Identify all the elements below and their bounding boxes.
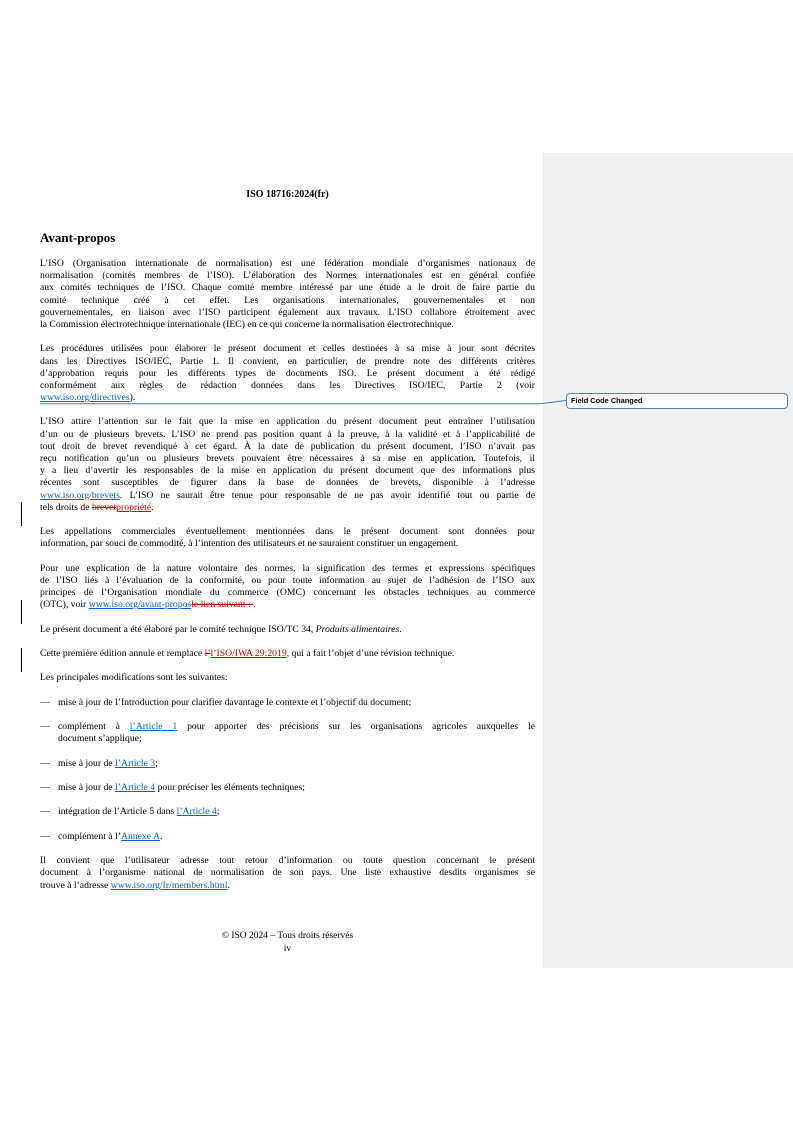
list-item-line (58, 806, 535, 818)
paragraph-line: aux comités techniques de l’ISO. Chaque comité membre intéressé par une étude a le droit de faire partie du (40, 282, 535, 294)
list-item-line (58, 721, 535, 733)
inserted-text: l’ISO/IWA 29:2019 (210, 648, 287, 659)
committee-title: Produits alimentaires (315, 623, 400, 635)
list-item (40, 721, 535, 745)
paragraph-line: la Commission électrotechnique internationale (IEC) en ce qui concerne la normalisation électrotechnique. (40, 318, 454, 330)
paragraph-feedback (40, 855, 535, 892)
text-segment: (OTC), voir (40, 599, 89, 611)
deleted-text: le lien suivant : (191, 599, 254, 611)
list-item-line: mise à jour de l’Introduction pour clarifier davantage le contexte et l’objectif du document; (58, 696, 412, 708)
paragraph-line: récentes sont susceptibles de figurer dans la base de données de brevets, disponible à l’adresse (40, 477, 535, 489)
paragraph-line: d’un ou de plusieurs brevets. L’ISO ne prend pas position quant à la preuve, à la validité et à l’applicabilité de (40, 428, 535, 440)
link-directives[interactable]: www.iso.org/directives (40, 392, 130, 404)
list-dash: — (40, 757, 50, 769)
paragraph-line (40, 502, 535, 514)
paragraph-line: gouvernementales, en liaison avec l’ISO participent également aux travaux. L’ISO collabore étroitement avec (40, 306, 535, 318)
paragraph-line (40, 392, 535, 404)
text-segment: pour préciser les éléments techniques; (155, 782, 305, 794)
copyright: © ISO 2024 – Tous droits réservés (221, 931, 354, 941)
page-number: iv (283, 944, 292, 954)
paragraph-patents (40, 416, 535, 514)
list-item (40, 758, 535, 770)
list-item-line: document s’applique; (58, 733, 142, 745)
paragraph-line (40, 624, 535, 636)
changes-list (40, 697, 535, 843)
text-segment: intégration de l’Article 5 dans (58, 806, 177, 818)
paragraph-voluntary-nature (40, 563, 535, 612)
paragraph-line: d’approbation requis pour les différents types de documents ISO. Le présent document a été rédigé (40, 367, 535, 379)
text-segment: ). (129, 392, 136, 404)
change-bar (21, 600, 22, 624)
text-segment: mise à jour de (58, 757, 116, 769)
list-dash: — (40, 721, 50, 733)
list-dash: — (40, 782, 50, 794)
paragraph-line: normalisation (comités membres de l’ISO). L’élaboration des Normes internationales est en général confiée (40, 270, 535, 282)
link-article-3[interactable]: l’Article 3 (115, 757, 156, 769)
text-segment: Cette première édition annule et remplace (40, 648, 205, 659)
change-bar (21, 648, 22, 672)
paragraph-line: tout droit de brevet revendiqué à cet égard. À la date de publication du présent document, l’ISO n’avait pas (40, 440, 535, 452)
link-members[interactable]: www.iso.org/fr/members.html (110, 879, 228, 891)
paragraph-line (40, 490, 535, 502)
paragraph-line: comité technique créé à cet effet. Les organisations internationales, gouvernementales et non (40, 294, 535, 306)
paragraph-line: y a lieu d’avertir les responsables de la mise en application du présent document que des informations plus (40, 465, 535, 477)
text-segment: . (253, 599, 256, 611)
paragraph-line: Les principales modifications sont les suivantes: (40, 672, 228, 684)
paragraph-line (40, 648, 535, 660)
text-segment: complément à (58, 721, 130, 733)
paragraph-line: Les appellations commerciales éventuellement mentionnées dans le présent document sont données pour (40, 526, 535, 538)
paragraph-line: L’ISO (Organisation internationale de normalisation) est une fédération mondiale d’organismes nationaux de (40, 258, 535, 269)
text-segment: . (399, 623, 402, 635)
list-item-line (58, 758, 535, 770)
text-segment: trouve à l’adresse (40, 879, 111, 891)
text-segment: ; (155, 757, 158, 769)
list-item (40, 831, 535, 843)
link-foreword-info[interactable]: www.iso.org/avant-propos (88, 599, 192, 611)
document-body (40, 258, 535, 904)
link-article-1[interactable]: l’Article 1 (129, 721, 178, 733)
paragraph-line: L’ISO attire l’attention sur le fait que la mise en application du présent document peut entraîner l’utilisation (40, 416, 535, 428)
change-bar (21, 502, 22, 526)
text-segment: ; (216, 806, 220, 818)
link-article-4[interactable]: l’Article 4 (115, 782, 156, 794)
link-patents[interactable]: www.iso.org/brevets (40, 489, 120, 501)
paragraph-line: dans les Directives ISO/IEC, Partie 1. Il convient, en particulier, de prendre note des différents critères (40, 355, 535, 367)
text-segment: Le présent document a été élaboré par le comité technique ISO/TC 34, (40, 623, 316, 635)
paragraph-changes-intro (40, 672, 535, 684)
list-dash: — (40, 806, 50, 818)
text-segment: . (159, 830, 163, 842)
paragraph-line: Pour une explication de la nature volontaire des normes, la signification des termes et expressions spécifiques (40, 562, 535, 574)
comment-margin-panel (543, 153, 793, 968)
text-segment: . (227, 879, 230, 891)
paragraph-line: Les procédures utilisées pour élaborer le présent document et celles destinées à sa mise à jour sont décrites (40, 343, 535, 355)
page-footer (40, 930, 535, 956)
text-segment: complément à l’ (58, 830, 121, 842)
link-article-4[interactable]: l’Article 4 (176, 806, 217, 818)
text-segment: pour apporter des précisions sur les organisations agricoles auxquelles le (177, 721, 535, 733)
paragraph-line: reçu notification qu’un ou plusieurs brevets pouvaient être nécessaires à sa mise en application. Toutefois, il (40, 453, 535, 464)
list-item (40, 806, 535, 818)
comment-label: Field Code Changed (571, 396, 643, 405)
list-item-line (58, 782, 535, 794)
deleted-text: brevet (91, 501, 117, 513)
deleted-text: l’ (204, 648, 211, 659)
list-item (40, 697, 535, 709)
comment-balloon[interactable] (566, 393, 788, 409)
text-segment: tels droits de (40, 501, 92, 513)
list-item (40, 782, 535, 794)
text-segment: . (151, 501, 154, 513)
text-segment: . L’ISO ne saurait être tenue pour responsable de ne pas avoir identifié tout ou partie de (119, 489, 535, 501)
paragraph-line: information, par souci de commodité, à l’intention des utilisateurs et ne sauraient constituer un engagement. (40, 538, 459, 550)
paragraph-iso-intro (40, 258, 535, 331)
paragraph-line: Il convient que l’utilisateur adresse tout retour d’information ou toute question concernant le présent (40, 855, 535, 867)
list-item-line (58, 831, 535, 843)
paragraph-edition (40, 648, 535, 660)
paragraph-trade-names (40, 526, 535, 550)
text-segment: mise à jour de (58, 782, 116, 794)
paragraph-line: principes de l’Organisation mondiale du commerce (OMC) concernant les obstacles techniques au commerce (40, 587, 535, 599)
paragraph-line: document à l’organisme national de normalisation de son pays. Une liste exhaustive desdits organismes se (40, 867, 535, 879)
inserted-text: propriété (116, 501, 152, 513)
section-title: Avant-propos (40, 230, 116, 245)
list-dash: — (40, 830, 50, 842)
list-dash: — (40, 696, 50, 708)
paragraph-line: de l’ISO liés à l’évaluation de la conformité, ou pour toute information au sujet de l’adhésion de l’ISO aux (40, 574, 535, 586)
paragraph-committee (40, 624, 535, 636)
paragraph-line (40, 599, 535, 611)
link-annex-a[interactable]: Annexe A (120, 830, 160, 842)
document-id: ISO 18716:2024(fr) (246, 189, 329, 200)
paragraph-line (40, 880, 535, 892)
text-segment: , qui a fait l’objet d’une révision technique. (286, 648, 455, 659)
paragraph-procedures (40, 343, 535, 404)
paragraph-line: conformément aux règles de rédaction données dans les Directives ISO/IEC, Partie 2 (voir (40, 379, 535, 391)
